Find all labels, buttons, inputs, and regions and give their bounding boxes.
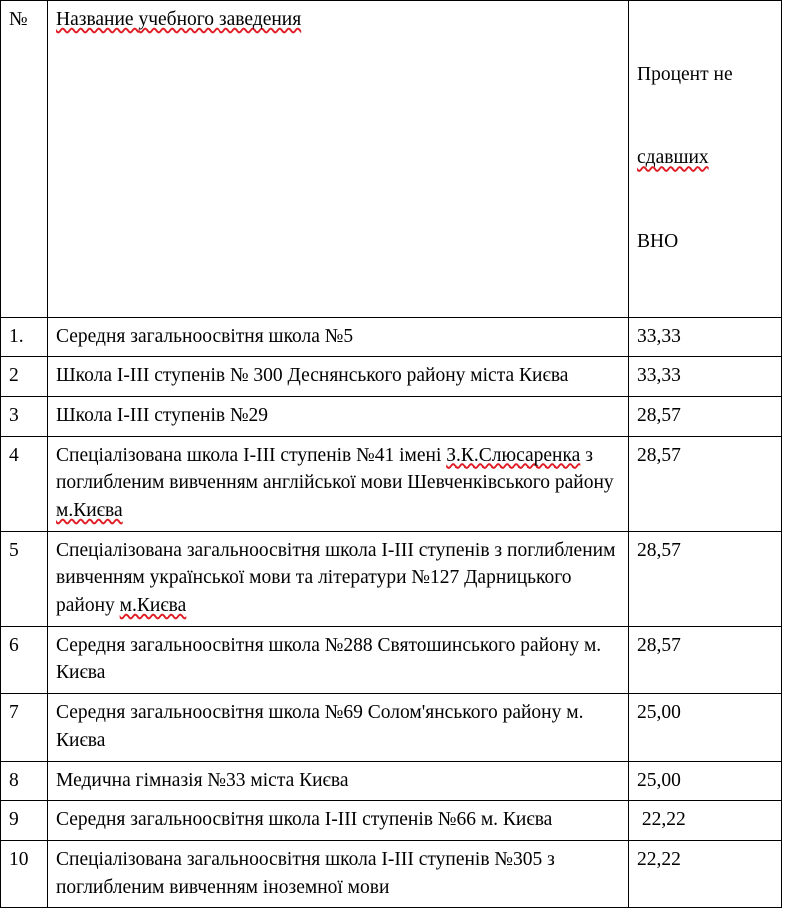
row-percent-failed: 28,57 [629, 436, 782, 531]
row-percent-failed: 25,00 [629, 694, 782, 761]
row5-text-a: Спеціалізована загальноосвітня школа I-III ступенів з поглибленим вивченням української мови та літератури №127 Дарницького району [56, 539, 616, 617]
row-institution-name [48, 531, 629, 626]
header-name-part-1: Название [56, 9, 139, 30]
row-number: 4 [1, 436, 48, 531]
row4-text-a: Спеціалізована школа I-III ступенів №41 імені [56, 444, 447, 466]
row-number: 10 [1, 840, 48, 907]
row-number: 6 [1, 626, 48, 693]
table-row [1, 626, 782, 693]
table-row [1, 436, 782, 531]
row5-misspelled-city: м.Києва [119, 595, 187, 617]
row-institution-name: Медична гімназія №33 міста Києва [48, 761, 629, 801]
row4-text-b: з поглибленим вивченням англійської мови Шевченківського району [56, 444, 614, 494]
table-row [1, 357, 782, 397]
header-number-label: № [9, 9, 28, 30]
row4-misspelled-surname: З.К.Слюсаренка [446, 444, 581, 466]
table-row [1, 317, 782, 357]
row4-misspelled-city: м.Києва [56, 500, 123, 521]
header-name-part-2: учебного [138, 9, 219, 30]
row-percent-failed: 28,57 [629, 531, 782, 626]
row-number: 8 [1, 761, 48, 801]
row-number: 7 [1, 694, 48, 761]
row-institution-name [48, 436, 629, 531]
header-name-part-3: заведения [218, 9, 302, 30]
table-row [1, 761, 782, 801]
row-percent-failed: 28,57 [629, 396, 782, 436]
table-row [1, 801, 782, 841]
header-percent-line-3: ВНО [637, 230, 679, 252]
header-cell-number [1, 1, 48, 318]
row-number: 3 [1, 396, 48, 436]
table-row [1, 694, 782, 761]
row-number: 2 [1, 357, 48, 397]
row-number: 9 [1, 801, 48, 841]
row-percent-failed: 28,57 [629, 626, 782, 693]
header-cell-institution-name [48, 1, 629, 318]
table-row [1, 840, 782, 907]
header-percent-line-2: сдавших [637, 147, 709, 169]
row-institution-name: Середня загальноосвітня школа №5 [48, 317, 629, 357]
row-institution-name: Середня загальноосвітня школа №288 Святошинського району м. Києва [48, 626, 629, 693]
row-percent-failed: 33,33 [629, 317, 782, 357]
row-number: 1. [1, 317, 48, 357]
row-institution-name: Школа I-III ступенів № 300 Деснянського району міста Києва [48, 357, 629, 397]
row-percent-failed: 22,22 [629, 801, 782, 841]
table-row [1, 531, 782, 626]
row-institution-name: Середня загальноосвітня школа I-III ступенів №66 м. Києва [48, 801, 629, 841]
row-percent-failed: 22,22 [629, 840, 782, 907]
row-percent-failed: 25,00 [629, 761, 782, 801]
row-institution-name: Спеціалізована загальноосвітня школа I-III ступенів №305 з поглибленим вивченням іноземної мови [48, 840, 629, 907]
row-number: 5 [1, 531, 48, 626]
row-institution-name: Середня загальноосвітня школа №69 Солом'янського району м. Києва [48, 694, 629, 761]
header-percent-line-1: Процент не [637, 64, 733, 86]
row-institution-name: Школа I-III ступенів №29 [48, 396, 629, 436]
row-percent-failed: 33,33 [629, 357, 782, 397]
header-cell-percent-failed [629, 1, 782, 318]
table-row [1, 396, 782, 436]
table-header-row [1, 1, 782, 318]
